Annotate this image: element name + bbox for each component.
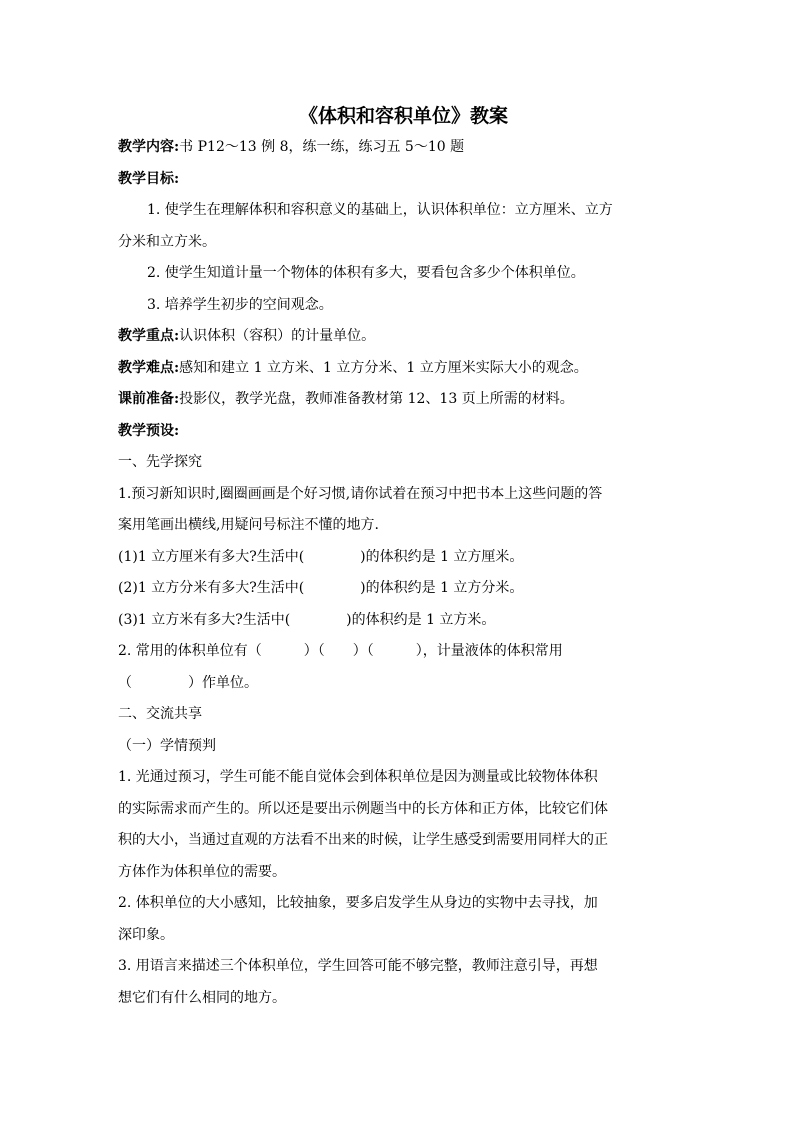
document-title: 《体积和容积单位》教案 [298,105,508,127]
paragraph-line: 的实际需求而产生的。所以还是要出示例题当中的长方体和正方体，比较它们体 [118,800,608,817]
goal-line: 分米和立方米。 [118,233,216,250]
subsection-heading: （一）学情预判 [118,737,216,754]
goal-line: 1. 使学生在理解体积和容积意义的基础上，认识体积单位：立方厘米、立方 [147,202,613,218]
question-line: （ ）作单位。 [118,674,258,691]
teaching-content-label: 教学内容: [118,139,180,155]
paragraph-line: 深印象。 [118,926,174,943]
teaching-content-text: 书 P12～13 例 8，练一练，练习五 5～10 题 [179,139,465,155]
paragraph-line: 2. 体积单位的大小感知，比较抽象，要多启发学生从身边的实物中去寻找，加 [118,895,598,911]
question-line: (2)1 立方分米有多大?生活中( )的体积约是 1 立方分米。 [118,580,524,596]
teaching-difficulty-label: 教学难点: [118,359,180,376]
teaching-key-text: 认识体积（容积）的计量单位。 [179,328,376,344]
class-preparation [118,384,683,416]
paragraph-line: 1.预习新知识时,圈圈画画是个好习惯,请你试着在预习中把书本上这些问题的答 [118,485,603,502]
class-preparation-label: 课前准备: [118,391,180,407]
teaching-key-point [118,321,683,353]
teaching-difficulty [118,353,683,385]
question-line: (1)1 立方厘米有多大?生活中( )的体积约是 1 立方厘米。 [118,548,524,565]
teaching-design-label: 教学预设: [118,422,180,439]
section-heading: 一、先学探究 [118,454,202,470]
question-line: 2. 常用的体积单位有（ ）（ ）（ ），计量液体的体积常用 [118,643,563,659]
paragraph-line: 积的大小，当通过直观的方法看不出来的时候，让学生感受到需要用同样大的正 [118,832,608,848]
teaching-goals-label: 教学目标: [118,170,180,187]
goal-line: 2. 使学生知道计量一个物体的体积有多大，要看包含多少个体积单位。 [147,265,585,281]
question-line: (3)1 立方米有多大?生活中( )的体积约是 1 立方米。 [118,611,496,628]
paragraph-line: 方体作为体积单位的需要。 [118,863,286,880]
class-preparation-text: 投影仪，教学光盘，教师准备教材第 12、13 页上所需的材料。 [179,391,574,407]
goal-line: 3. 培养学生初步的空间观念。 [147,296,333,313]
section-heading: 二、交流共享 [118,706,202,722]
teaching-content [118,132,683,164]
paragraph-line: 1. 光通过预习，学生可能不能自觉体会到体积单位是因为测量或比较物体体积 [118,769,598,785]
teaching-key-label: 教学重点: [118,328,180,344]
paragraph-line: 案用笔画出横线,用疑问号标注不懂的地方. [118,517,379,533]
teaching-difficulty-text: 感知和建立 1 立方米、1 立方分米、1 立方厘米实际大小的观念。 [179,359,588,376]
paragraph-line: 想它们有什么相同的地方。 [118,989,286,1006]
document-page [118,102,683,1014]
paragraph-line: 3. 用语言来描述三个体积单位，学生回答可能不够完整，教师注意引导，再想 [118,958,598,974]
